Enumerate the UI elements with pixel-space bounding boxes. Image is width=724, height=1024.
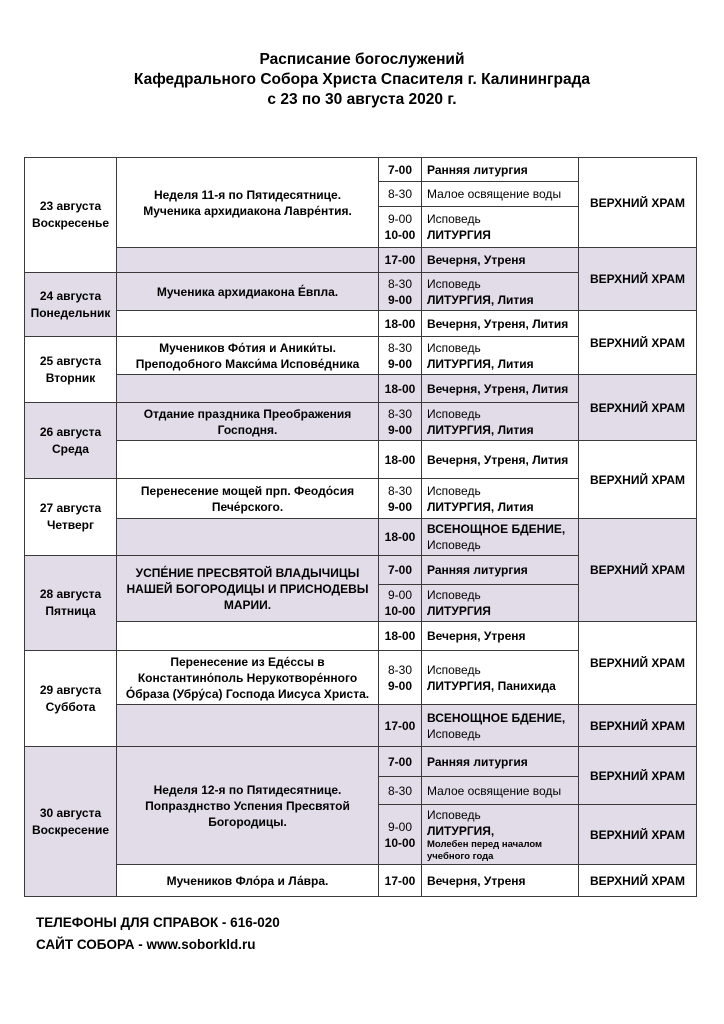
place-cell	[578, 157, 697, 248]
service-time: 9-00	[387, 422, 413, 437]
service-cell	[421, 650, 579, 705]
service-name: Исповедь	[427, 212, 481, 226]
service-name: Вечерня, Утреня	[427, 253, 526, 267]
service-name: ЛИТУРГИЯ, Лития	[427, 499, 534, 514]
feast-line: Мученика архидиакона Е́впла.	[156, 284, 339, 299]
service-name: Исповедь	[427, 588, 481, 602]
service-time: 7-00	[387, 563, 413, 577]
service-cell	[421, 555, 579, 585]
feast-cell-empty	[116, 247, 379, 273]
service-name: ЛИТУРГИЯ,	[427, 823, 495, 838]
day-cell	[24, 746, 117, 897]
time-cell	[378, 440, 422, 479]
service-name: Вечерня, Утреня, Лития	[427, 316, 569, 331]
time-cell	[378, 336, 422, 375]
feast-cell-empty	[116, 374, 379, 403]
service-name: ЛИТУРГИЯ	[427, 228, 491, 242]
day-weekday: Суббота	[45, 699, 96, 714]
day-cell	[24, 478, 117, 556]
service-time: 8-30	[387, 483, 413, 498]
service-cell	[421, 864, 579, 897]
service-cell	[421, 181, 579, 207]
day-weekday: Понедельник	[30, 305, 111, 320]
footer	[36, 912, 280, 956]
feast-cell	[116, 336, 379, 375]
service-name: Вечерня, Утреня, Лития	[427, 381, 569, 396]
time-cell	[378, 776, 422, 805]
day-date: 23 августа	[39, 199, 102, 213]
feast-line: Перенесение из Еде́ссы в	[170, 654, 325, 669]
place-label: ВЕРХНИЙ ХРАМ	[589, 873, 686, 888]
place-cell	[578, 247, 697, 311]
service-name: Малое освящение воды	[427, 783, 562, 798]
service-cell	[421, 336, 579, 375]
service-name: Исповедь	[427, 276, 481, 291]
place-cell	[578, 746, 697, 805]
feast-line: Мучеников Фло́ра и Ла́вра.	[166, 873, 329, 888]
day-weekday: Воскресение	[31, 822, 109, 837]
time-cell	[378, 402, 422, 441]
place-cell	[578, 864, 697, 897]
service-time: 9-00	[387, 819, 413, 834]
service-cell	[421, 704, 579, 747]
time-cell	[378, 746, 422, 777]
day-date: 27 августа	[39, 501, 102, 515]
feast-cell	[116, 746, 379, 865]
feast-line: МАРИИ.	[223, 597, 272, 612]
service-cell	[421, 440, 579, 479]
place-label: ВЕРХНИЙ ХРАМ	[589, 335, 686, 350]
feast-cell	[116, 478, 379, 519]
time-cell	[378, 650, 422, 705]
footer-phones: ТЕЛЕФОНЫ ДЛЯ СПРАВОК - 616-020	[36, 915, 280, 930]
time-cell	[378, 478, 422, 519]
service-time: 7-00	[387, 162, 413, 177]
feast-cell	[116, 864, 379, 897]
day-cell	[24, 272, 117, 337]
feast-cell	[116, 402, 379, 441]
service-time: 9-00	[387, 212, 413, 226]
feast-cell-empty	[116, 704, 379, 747]
feast-cell-empty	[116, 440, 379, 479]
service-cell	[421, 584, 579, 622]
service-time: 18-00	[384, 629, 416, 643]
service-time: 10-00	[384, 228, 416, 242]
service-name: ЛИТУРГИЯ, Панихида	[427, 678, 556, 693]
service-name: ЛИТУРГИЯ, Лития	[427, 292, 534, 307]
time-cell	[378, 181, 422, 207]
place-label: ВЕРХНИЙ ХРАМ	[589, 195, 686, 210]
place-label: ВЕРХНИЙ ХРАМ	[589, 472, 686, 487]
place-cell	[578, 440, 697, 519]
service-name: Малое освящение воды	[427, 187, 562, 201]
service-name: Исповедь	[427, 726, 481, 741]
time-cell	[378, 621, 422, 651]
day-cell	[24, 555, 117, 651]
service-cell	[421, 746, 579, 777]
service-time: 17-00	[384, 718, 416, 733]
service-time: 17-00	[384, 873, 416, 888]
service-time: 9-00	[387, 678, 413, 693]
place-cell	[578, 621, 697, 705]
feast-cell	[116, 650, 379, 705]
title-line-2: Кафедрального Собора Христа Спасителя г. Калининграда	[133, 71, 591, 88]
time-cell	[378, 518, 422, 556]
footer-site: САЙТ СОБОРА - www.soborkld.ru	[36, 937, 256, 952]
day-date: 28 августа	[39, 587, 102, 601]
feast-line: Мученика архидиакона Лавре́нтия.	[143, 203, 352, 218]
service-time: 9-00	[387, 356, 413, 371]
place-cell	[578, 310, 697, 375]
day-weekday: Воскресенье	[31, 216, 109, 230]
service-name: ЛИТУРГИЯ, Лития	[427, 356, 534, 371]
feast-line: Отдание праздника Преображения	[143, 406, 352, 421]
feast-line: Неделя 11-я по Пятидесятнице.	[153, 187, 342, 202]
service-name: ЛИТУРГИЯ, Лития	[427, 422, 534, 437]
time-cell	[378, 157, 422, 182]
time-cell	[378, 310, 422, 337]
time-cell	[378, 704, 422, 747]
service-time: 18-00	[384, 530, 416, 544]
feast-cell	[116, 272, 379, 311]
place-cell	[578, 374, 697, 441]
service-name: Исповедь	[427, 340, 481, 355]
service-name: Исповедь	[427, 662, 481, 677]
service-time: 17-00	[384, 253, 416, 267]
feast-cell-empty	[116, 518, 379, 556]
service-cell	[421, 310, 579, 337]
day-cell	[24, 157, 117, 273]
feast-line: УСПЕ́НИЕ ПРЕСВЯТОЙ ВЛАДЫЧИЦЫ	[135, 565, 360, 580]
feast-line: Перенесение мощей прп. Феодо́сия	[140, 483, 355, 498]
service-time: 18-00	[384, 316, 416, 331]
feast-line: Константино́поль Нерукотворе́нного	[137, 670, 358, 685]
service-cell	[421, 621, 579, 651]
service-cell	[421, 776, 579, 805]
service-cell	[421, 157, 579, 182]
service-time: 8-30	[387, 187, 413, 201]
place-label: ВЕРХНИЙ ХРАМ	[589, 563, 686, 577]
feast-cell	[116, 555, 379, 622]
service-name: Вечерня, Утреня	[427, 629, 526, 643]
service-cell	[421, 247, 579, 273]
feast-cell-empty	[116, 621, 379, 651]
day-weekday: Вторник	[45, 370, 96, 385]
place-cell	[578, 804, 697, 865]
service-time: 9-00	[387, 499, 413, 514]
day-date: 25 августа	[39, 353, 102, 368]
feast-line: Богородицы.	[208, 814, 287, 829]
service-time: 7-00	[387, 754, 413, 769]
service-time: 8-30	[387, 783, 413, 798]
place-label: ВЕРХНИЙ ХРАМ	[589, 272, 686, 286]
service-name: Вечерня, Утреня, Лития	[427, 452, 569, 467]
service-name: ЛИТУРГИЯ	[427, 604, 491, 618]
service-name: Исповедь	[427, 538, 481, 552]
feast-cell	[116, 157, 379, 248]
service-name: Ранняя литургия	[427, 754, 528, 769]
service-name: ВСЕНОЩНОЕ БДЕНИЕ,	[427, 710, 566, 725]
title-line-3: с 23 по 30 августа 2020 г.	[267, 91, 457, 108]
time-cell	[378, 804, 422, 865]
feast-line: Преподобного Макси́ма Испове́дника	[135, 356, 360, 371]
feast-cell-empty	[116, 310, 379, 337]
day-cell	[24, 402, 117, 479]
feast-line: Попразднство Успения Пресвятой	[145, 798, 350, 813]
service-name: Вечерня, Утреня	[427, 873, 526, 888]
time-cell	[378, 864, 422, 897]
place-label: ВЕРХНИЙ ХРАМ	[589, 400, 686, 415]
service-cell	[421, 478, 579, 519]
service-cell	[421, 518, 579, 556]
service-cell	[421, 402, 579, 441]
place-cell	[578, 704, 697, 747]
service-time: 8-30	[387, 662, 413, 677]
feast-line: Неделя 12-я по Пятидесятнице.	[153, 782, 342, 797]
time-cell	[378, 374, 422, 403]
service-time: 18-00	[384, 381, 416, 396]
service-name: Исповедь	[427, 807, 481, 822]
time-cell	[378, 272, 422, 311]
service-name: Исповедь	[427, 483, 481, 498]
service-time: 18-00	[384, 452, 416, 467]
service-time: 10-00	[384, 835, 416, 850]
service-cell	[421, 804, 579, 865]
service-name: Исповедь	[427, 406, 481, 421]
time-cell	[378, 555, 422, 585]
service-cell	[421, 272, 579, 311]
service-cell	[421, 374, 579, 403]
place-label: ВЕРХНИЙ ХРАМ	[589, 718, 686, 733]
place-label: ВЕРХНИЙ ХРАМ	[589, 768, 686, 783]
feast-line: О́браза (Убру́са) Господа Иисуса Христа.	[125, 686, 370, 701]
day-date: 24 августа	[39, 288, 102, 303]
time-cell	[378, 584, 422, 622]
service-name: Ранняя литургия	[427, 563, 528, 577]
service-name: Ранняя литургия	[427, 162, 528, 177]
service-name: ВСЕНОЩНОЕ БДЕНИЕ,	[427, 522, 566, 536]
day-cell	[24, 336, 117, 403]
time-cell	[378, 206, 422, 248]
title-line-1: Расписание богослужений	[259, 51, 465, 68]
day-date: 30 августа	[39, 805, 102, 820]
service-time: 9-00	[387, 292, 413, 307]
feast-line: Господня.	[217, 422, 278, 437]
service-time: 8-30	[387, 406, 413, 421]
service-time: 10-00	[384, 604, 416, 618]
day-date: 29 августа	[39, 682, 102, 697]
feast-line: Мучеников Фо́тия и Аники́ты.	[159, 340, 336, 355]
feast-line: НАШЕЙ БОГОРОДИЦЫ И ПРИСНОДЕВЫ	[126, 581, 369, 596]
day-date: 26 августа	[39, 424, 102, 439]
day-weekday: Четверг	[46, 518, 95, 532]
place-label: ВЕРХНИЙ ХРАМ	[589, 656, 686, 670]
service-name: Молебен перед началом учебного года	[427, 838, 543, 862]
place-cell	[578, 518, 697, 622]
day-weekday: Среда	[52, 441, 89, 456]
service-time: 8-30	[387, 276, 413, 291]
place-label: ВЕРХНИЙ ХРАМ	[589, 827, 686, 842]
day-cell	[24, 650, 117, 747]
service-time: 9-00	[387, 588, 413, 602]
service-cell	[421, 206, 579, 248]
feast-line: Пече́рского.	[211, 499, 284, 514]
day-weekday: Пятница	[45, 604, 96, 618]
time-cell	[378, 247, 422, 273]
service-time: 8-30	[387, 340, 413, 355]
